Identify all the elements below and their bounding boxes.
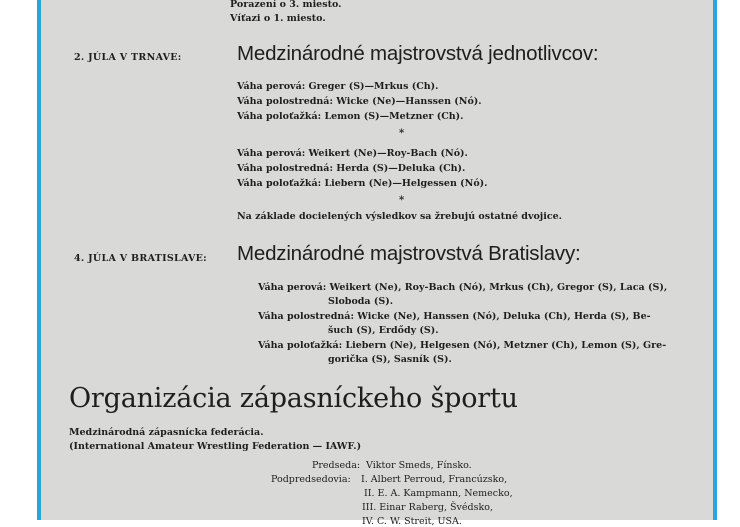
- separator-asterisk: *: [399, 128, 405, 139]
- entry-line: šuch (S), Erdődy (S).: [328, 325, 439, 336]
- bout-line: Váha poloťažká: Lemon (S)—Metzner (Ch).: [237, 111, 464, 122]
- officer-name: II. E. A. Kampmann, Nemecko,: [364, 488, 513, 499]
- note-line: Na základe docielených výsledkov sa žrebujú ostatné dvojice.: [237, 211, 562, 222]
- event-title: Medzinárodné majstrovstvá jednotlivcov:: [237, 42, 599, 65]
- event-title: Medzinárodné majstrovstvá Bratislavy:: [237, 242, 581, 265]
- intro-line: Víťazi o 1. miesto.: [230, 13, 326, 24]
- event-date-label: 4. JÚLA V BRATISLAVE:: [74, 253, 207, 264]
- entry-line: Váha perová: Weikert (Ne), Roy-Bach (Nó), Mrkus (Ch), Gregor (S), Laca (S),: [258, 282, 668, 293]
- officer-name: I. Albert Perroud, Francúzsko,: [361, 474, 508, 485]
- federation-english: (International Amateur Wrestling Federation — IAWF.): [69, 441, 362, 452]
- bout-line: Váha polostredná: Herda (S)—Deluka (Ch).: [237, 163, 466, 174]
- bout-line: Váha polostredná: Wicke (Ne)—Hanssen (Nó).: [237, 96, 482, 107]
- intro-line: Porazení o 3. miesto.: [230, 0, 342, 10]
- section-title: Organizácia zápasníckeho športu: [69, 383, 518, 414]
- entry-line: Váha polostredná: Wicke (Ne), Hanssen (Nó), Deluka (Ch), Herda (S), Be-: [258, 311, 651, 322]
- officer-role: Podpredsedovia:: [271, 474, 351, 485]
- bout-line: Váha perová: Greger (S)—Mrkus (Ch).: [237, 81, 439, 92]
- officer-name: IV. C. W. Streit, USA.: [362, 516, 462, 527]
- separator-asterisk: *: [399, 195, 405, 206]
- officer-name: Viktor Smeds, Fínsko.: [366, 460, 472, 471]
- bout-line: Váha perová: Weikert (Ne)—Roy-Bach (Nó).: [237, 148, 468, 159]
- officer-name: III. Einar Raberg, Švédsko,: [362, 502, 493, 513]
- entry-line: gorička (S), Sasník (S).: [328, 354, 452, 365]
- federation-name: Medzinárodná zápasnícka federácia.: [69, 427, 264, 438]
- entry-line: Sloboda (S).: [328, 296, 394, 307]
- officer-role: Predseda:: [312, 460, 361, 471]
- bout-line: Váha poloťažká: Liebern (Ne)—Helgessen (Nó).: [237, 178, 488, 189]
- document-page: [41, 0, 713, 527]
- frame-border-right: [713, 0, 717, 520]
- entry-line: Váha poloťažká: Liebern (Ne), Helgesen (Nó), Metzner (Ch), Lemon (S), Gre-: [258, 340, 667, 351]
- event-date-label: 2. JÚLA V TRNAVE:: [74, 52, 182, 63]
